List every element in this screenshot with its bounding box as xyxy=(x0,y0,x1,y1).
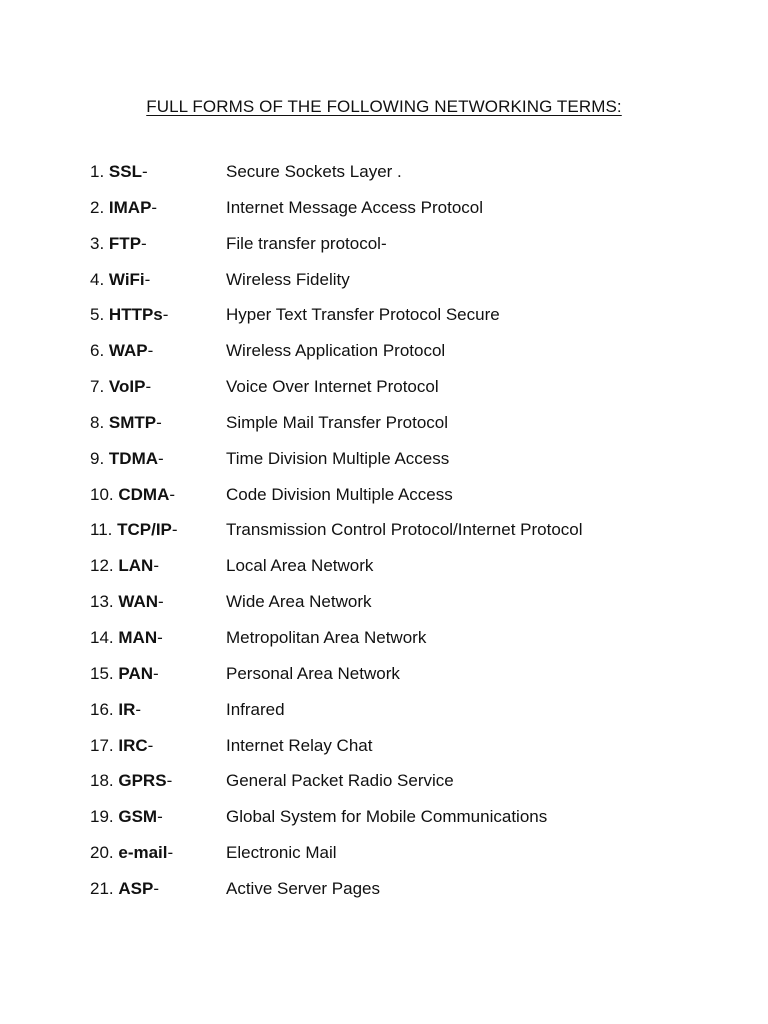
term-label xyxy=(90,699,141,721)
term-suffix: - xyxy=(158,448,164,468)
term-label xyxy=(90,842,173,864)
list-item xyxy=(90,591,690,627)
term-label xyxy=(90,555,159,577)
item-number: 20. xyxy=(90,843,114,863)
term-label xyxy=(90,412,162,434)
list-item xyxy=(90,233,690,269)
term-suffix: - xyxy=(166,771,173,791)
term-abbreviation: IRC xyxy=(118,735,148,755)
term-definition: Internet Relay Chat xyxy=(226,735,373,755)
term-suffix: - xyxy=(145,377,152,397)
list-item xyxy=(90,519,690,555)
term-abbreviation: GPRS xyxy=(118,771,167,791)
term-label xyxy=(90,878,159,900)
list-item xyxy=(90,555,690,591)
term-suffix: - xyxy=(157,807,163,827)
term-label xyxy=(90,269,150,291)
term-label xyxy=(90,519,178,541)
term-definition: Wireless Application Protocol xyxy=(226,341,446,361)
term-suffix: - xyxy=(141,162,148,181)
list-item xyxy=(90,842,690,878)
term-definition: Time Division Multiple Access xyxy=(226,448,450,468)
list-item xyxy=(90,806,690,842)
item-number: 13. xyxy=(90,592,114,612)
list-item xyxy=(90,663,690,699)
item-number: 19. xyxy=(90,807,114,827)
page-title-text: FULL FORMS OF THE FOLLOWING NETWORKING TERMS: xyxy=(146,97,622,116)
term-abbreviation: CDMA xyxy=(118,484,170,504)
term-definition: General Packet Radio Service xyxy=(226,771,454,791)
list-item xyxy=(90,735,690,771)
term-definition: Wireless Fidelity xyxy=(226,269,350,289)
item-number: 17. xyxy=(90,735,114,755)
term-abbreviation: GSM xyxy=(118,807,158,827)
term-suffix: - xyxy=(169,484,176,504)
term-label xyxy=(90,448,164,470)
term-definition: Code Division Multiple Access xyxy=(226,484,453,504)
term-definition: Metropolitan Area Network xyxy=(226,627,427,647)
term-abbreviation: IMAP xyxy=(108,197,152,217)
term-definition: Secure Sockets Layer . xyxy=(226,162,402,181)
term-suffix: - xyxy=(157,627,163,647)
term-definition: Wide Area Network xyxy=(226,592,372,612)
term-label xyxy=(90,233,147,255)
term-definition: Active Server Pages xyxy=(226,878,381,898)
term-label xyxy=(90,376,151,398)
term-label xyxy=(90,591,164,613)
item-number: 18. xyxy=(90,771,114,791)
list-item xyxy=(90,699,690,735)
term-abbreviation: WiFi xyxy=(108,269,145,289)
item-number: 1. xyxy=(90,162,105,181)
term-abbreviation: SMTP xyxy=(108,412,157,432)
item-number: 3. xyxy=(90,233,105,253)
term-label xyxy=(90,735,153,757)
item-number: 10. xyxy=(90,484,114,504)
item-number: 5. xyxy=(90,305,105,325)
item-number: 15. xyxy=(90,663,114,683)
term-definition: Voice Over Internet Protocol xyxy=(226,377,439,397)
item-number: 16. xyxy=(90,699,114,719)
term-suffix: - xyxy=(171,520,178,540)
term-suffix: - xyxy=(153,878,160,898)
term-definition: Transmission Control Protocol/Internet Protocol xyxy=(226,520,583,540)
list-item xyxy=(90,448,690,484)
item-number: 11. xyxy=(90,520,113,540)
term-abbreviation: WAP xyxy=(108,341,148,361)
term-definition: File transfer protocol- xyxy=(226,233,387,253)
item-number: 7. xyxy=(90,377,105,397)
term-label xyxy=(90,484,175,506)
item-number: 8. xyxy=(90,412,105,432)
term-suffix: - xyxy=(156,412,162,432)
page-title xyxy=(0,96,768,118)
term-suffix: - xyxy=(135,699,142,719)
item-number: 2. xyxy=(90,197,105,217)
term-label xyxy=(90,663,159,685)
term-suffix: - xyxy=(167,843,174,863)
list-item xyxy=(90,627,690,663)
term-label xyxy=(90,197,157,219)
term-suffix: - xyxy=(144,269,151,289)
term-abbreviation: TDMA xyxy=(108,448,159,468)
term-abbreviation: PAN xyxy=(118,663,154,683)
term-label xyxy=(90,627,163,649)
term-abbreviation: LAN xyxy=(118,556,154,576)
term-abbreviation: WAN xyxy=(118,592,159,612)
term-suffix: - xyxy=(158,592,164,612)
term-definition: Infrared xyxy=(226,699,285,719)
term-suffix: - xyxy=(147,341,154,361)
term-abbreviation: e-mail xyxy=(118,843,168,863)
term-definition: Electronic Mail xyxy=(226,843,337,863)
term-definition: Simple Mail Transfer Protocol xyxy=(226,412,449,432)
term-abbreviation: VoIP xyxy=(108,377,146,397)
term-definition: Global System for Mobile Communications xyxy=(226,807,548,827)
term-label xyxy=(90,806,163,828)
list-item xyxy=(90,197,690,233)
term-abbreviation: MAN xyxy=(118,627,158,647)
list-item xyxy=(90,269,690,305)
item-number: 12. xyxy=(90,556,114,576)
term-abbreviation: SSL xyxy=(108,162,142,181)
term-definition: Internet Message Access Protocol xyxy=(226,197,484,217)
term-label xyxy=(90,161,148,183)
list-item xyxy=(90,340,690,376)
term-suffix: - xyxy=(147,735,154,755)
list-item xyxy=(90,878,690,914)
item-number: 4. xyxy=(90,269,105,289)
term-suffix: - xyxy=(151,197,158,217)
term-abbreviation: IR xyxy=(118,699,136,719)
term-label xyxy=(90,304,168,326)
item-number: 6. xyxy=(90,341,105,361)
list-item xyxy=(90,304,690,340)
term-abbreviation: HTTPs xyxy=(108,305,163,325)
list-item xyxy=(90,412,690,448)
term-abbreviation: FTP xyxy=(108,233,142,253)
item-number: 9. xyxy=(90,448,105,468)
list-item xyxy=(90,161,690,197)
item-number: 21. xyxy=(90,878,114,898)
term-suffix: - xyxy=(162,305,169,325)
term-suffix: - xyxy=(141,233,147,253)
term-definition: Personal Area Network xyxy=(226,663,400,683)
term-suffix: - xyxy=(153,663,159,683)
term-abbreviation: ASP xyxy=(118,878,154,898)
list-item xyxy=(90,770,690,806)
list-item xyxy=(90,484,690,520)
term-label xyxy=(90,340,153,362)
term-definition: Local Area Network xyxy=(226,556,374,576)
term-abbreviation: TCP/IP xyxy=(117,520,172,540)
list-item xyxy=(90,376,690,412)
term-label xyxy=(90,770,172,792)
item-number: 14. xyxy=(90,627,114,647)
terms-list xyxy=(90,161,690,914)
term-suffix: - xyxy=(153,556,159,576)
term-definition: Hyper Text Transfer Protocol Secure xyxy=(226,305,500,325)
